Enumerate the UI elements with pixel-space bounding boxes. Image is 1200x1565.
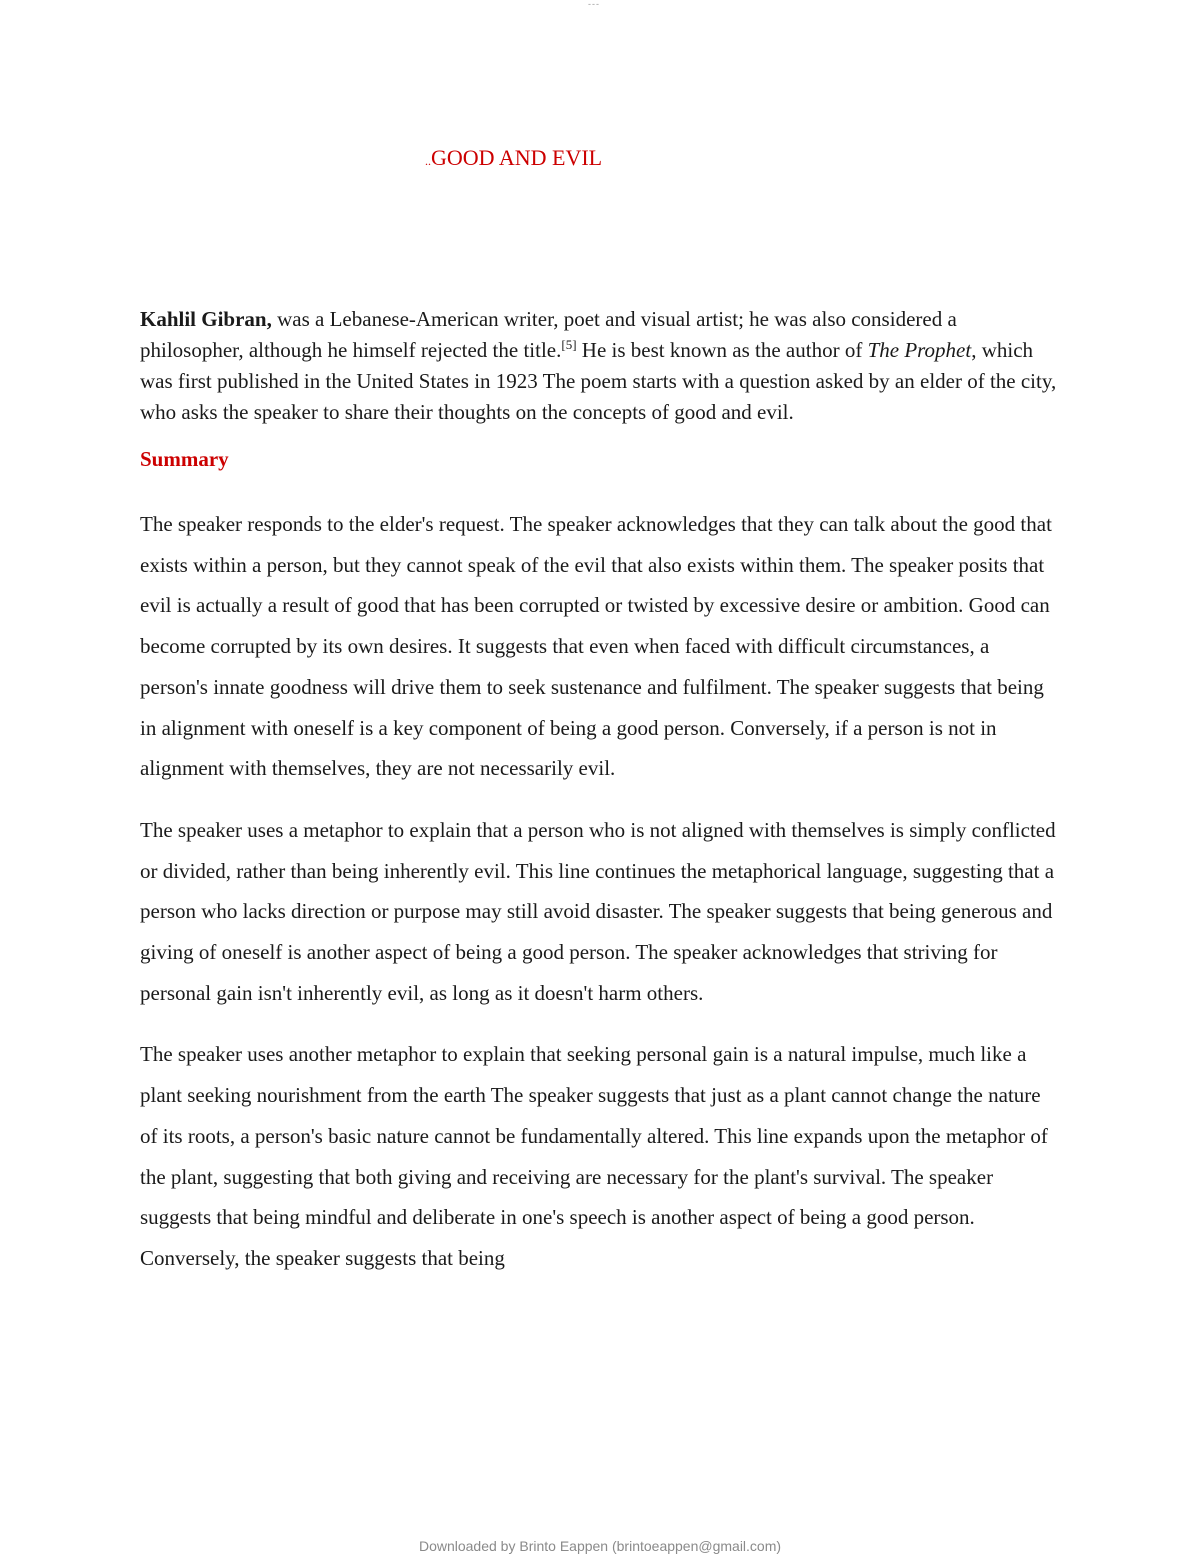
summary-paragraph-2: The speaker uses a metaphor to explain that a person who is not aligned with themselves is simply conflicted or divided, rather than being inherently evil. This line continues the metaphorical language, suggesting that a person who lacks direction or purpose may still avoid disaster. The speaker suggests that being generous and giving of oneself is another aspect of being a good person. The speaker acknowledges that striving for personal gain isn't inherently evil, as long as it doesn't harm others. bbox=[140, 817, 1056, 1005]
author-name: Kahlil Gibran, bbox=[140, 307, 272, 331]
footnote-reference[interactable]: [5] bbox=[561, 337, 577, 352]
title-lead-mark: .. bbox=[425, 154, 431, 168]
download-footer bbox=[0, 1538, 1200, 1565]
title-text: GOOD AND EVIL bbox=[431, 145, 603, 170]
document-title bbox=[425, 144, 602, 175]
summary-paragraph-3: The speaker uses another metaphor to explain that seeking personal gain is a natural impulse, much like a plant seeking nourishment from the earth The speaker suggests that just as a plant cannot change the nature of its roots, a person's basic nature cannot be fundamentally altered. This line expands upon the metaphor of the plant, suggesting that both giving and receiving are necessary for the plant's survival. The speaker suggests that being mindful and deliberate in one's speech is another aspect of being a good person. Conversely, the speaker suggests that being bbox=[140, 1042, 1048, 1270]
intro-text-1: was a Lebanese-American writer, poet and visual artist; he was also considered a philosopher, although he himself rejected the title. bbox=[140, 307, 957, 362]
download-footer-text: Downloaded by Brinto Eappen (brintoeappen@gmail.com) bbox=[418, 1538, 782, 1554]
document-body bbox=[140, 304, 1060, 1279]
book-title: The Prophet bbox=[867, 338, 972, 362]
summary-paragraph-1: The speaker responds to the elder's request. The speaker acknowledges that they can talk about the good that exists within a person, but they cannot speak of the evil that also exists within them. The speaker posits that evil is actually a result of good that has been corrupted or twisted by excessive desire or ambition. Good can become corrupted by its own desires. It suggests that even when faced with difficult circumstances, a person's innate goodness will drive them to seek sustenance and fulfilment. The speaker suggests that being in alignment with oneself is a key component of being a good person. Conversely, if a person is not in alignment with themselves, they are not necessarily evil. bbox=[140, 512, 1052, 781]
intro-text-3: , which was first published in the United States in 1923 The poem starts with a question asked by an elder of the city, who asks the speaker to share their thoughts on the concepts of good and evil. bbox=[140, 338, 1057, 424]
summary-heading: Summary bbox=[140, 447, 229, 471]
intro-paragraph bbox=[140, 304, 1060, 428]
intro-text-2: He is best known as the author of bbox=[576, 338, 868, 362]
page-top-mark: --- bbox=[588, 0, 600, 9]
